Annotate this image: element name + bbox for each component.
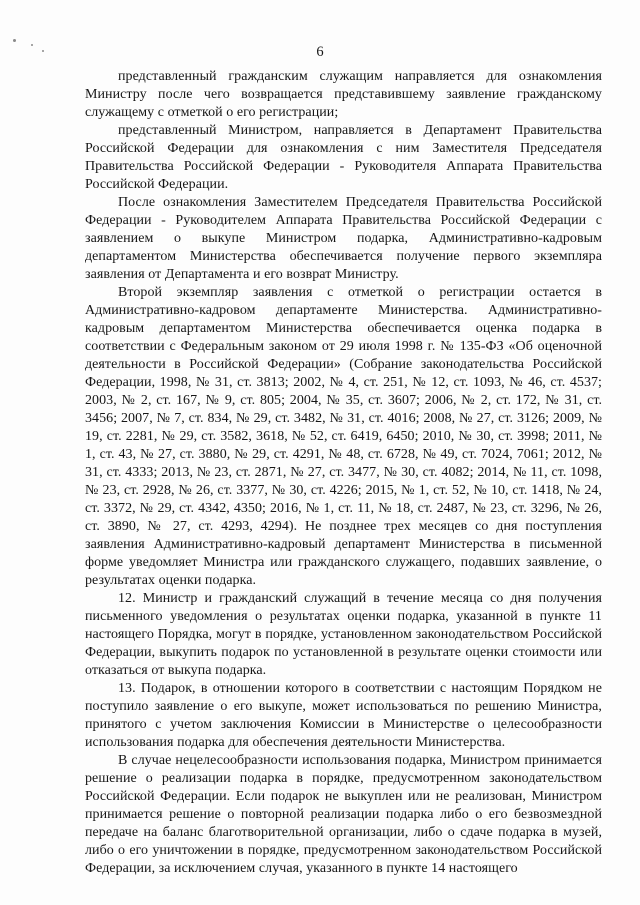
scan-speck <box>13 39 16 42</box>
document-body <box>85 68 602 878</box>
page-number: 6 <box>316 44 324 60</box>
paragraph-item-12: 12. Министр и гражданский служащий в течение месяца со дня получения письменного уведомления о результатах оценки подарка, указанной в пункте 11 настоящего Порядка, могут в порядке, установленном законодательством Российской Федерации, выкупить подарок по установленной в результате оценки стоимости или отказаться от выкупа подарка. <box>85 591 602 678</box>
paragraph: представленный гражданским служащим направляется для ознакомления Министру после чего возвращается представившему заявление гражданскому служащему с отметкой о его регистрации; <box>85 69 602 120</box>
paragraph: После ознакомления Заместителем Председателя Правительства Российской Федерации - Руководителем Аппарата Правительства Российской Федерации с заявлением о выкупе Министром подарка, Административно-кадровым департаментом Министерства обеспечивается получение первого экземпляра заявления от Департамента и его возврат Министру. <box>85 195 602 282</box>
paragraph: представленный Министром, направляется в Департамент Правительства Российской Федерации для ознакомления с ним Заместителя Председателя Правительства Российской Федерации - Руководителя Аппарата Правительства Российской Федерации. <box>85 123 602 192</box>
paragraph: Второй экземпляр заявления с отметкой о регистрации остается в Административно-кадровом департаменте Министерства. Административно-кадровым департаментом Министерства обеспечивается оценка подарка в соответствии с Федеральным законом от 29 июля 1998 г. № 135-ФЗ «Об оценочной деятельности в Российской Федерации» (Собрание законодательства Российской Федерации, 1998, № 31, ст. 3813; 2002, № 4, ст. 251, № 12, ст. 1093, № 46, ст. 4537; 2003, № 2, ст. 167, № 9, ст. 805; 2004, № 35, ст. 3607; 2006, № 2, ст. 172, № 31, ст. 3456; 2007, № 7, ст. 834, № 29, ст. 3482, № 31, ст. 4016; 2008, № 27, ст. 3126; 2009, № 19, ст. 2281, № 29, ст. 3582, 3618, № 52, ст. 6419, 6450; 2010, № 30, ст. 3998; 2011, № 1, ст. 43, № 27, ст. 3880, № 29, ст. 4291, № 48, ст. 6728, № 49, ст. 7024, 7061; 2012, № 31, ст. 4333; 2013, № 23, ст. 2871, № 27, ст. 3477, № 30, ст. 4082; 2014, № 11, ст. 1098, № 23, ст. 2928, № 26, ст. 3377, № 30, ст. 4226; 2015, № 1, ст. 52, № 10, ст. 1418, № 24, ст. 3372, № 29, ст. 4342, 4350; 2016, № 1, ст. 11, № 18, ст. 2487, № 23, ст. 3296, № 26, ст. 3890, № 27, ст. 4293, 4294). Не позднее трех месяцев со дня поступления заявления Административно-кадровый департамент Министерства в письменной форме уведомляет Министра или гражданского служащего, подавших заявление, о результатах оценки подарка. <box>85 285 602 588</box>
paragraph-item-13: 13. Подарок, в отношении которого в соответствии с настоящим Порядком не поступило заявление о его выкупе, может использоваться по решению Министра, принятого с учетом заключения Комиссии в Министерстве о целесообразности использования подарка для обеспечения деятельности Министерства. <box>85 681 602 750</box>
paragraph: В случае нецелесообразности использования подарка, Министром принимается решение о реализации подарка в порядке, предусмотренном законодательством Российской Федерации. Если подарок не выкуплен или не реализован, Министром принимается решение о повторной реализации подарка либо о его безвозмездной передаче на баланс благотворительной организации, либо о сдаче подарка в музей, либо о его уничтожении в порядке, предусмотренном законодательством Российской Федерации, за исключением случая, указанного в пункте 14 настоящего <box>85 753 602 876</box>
